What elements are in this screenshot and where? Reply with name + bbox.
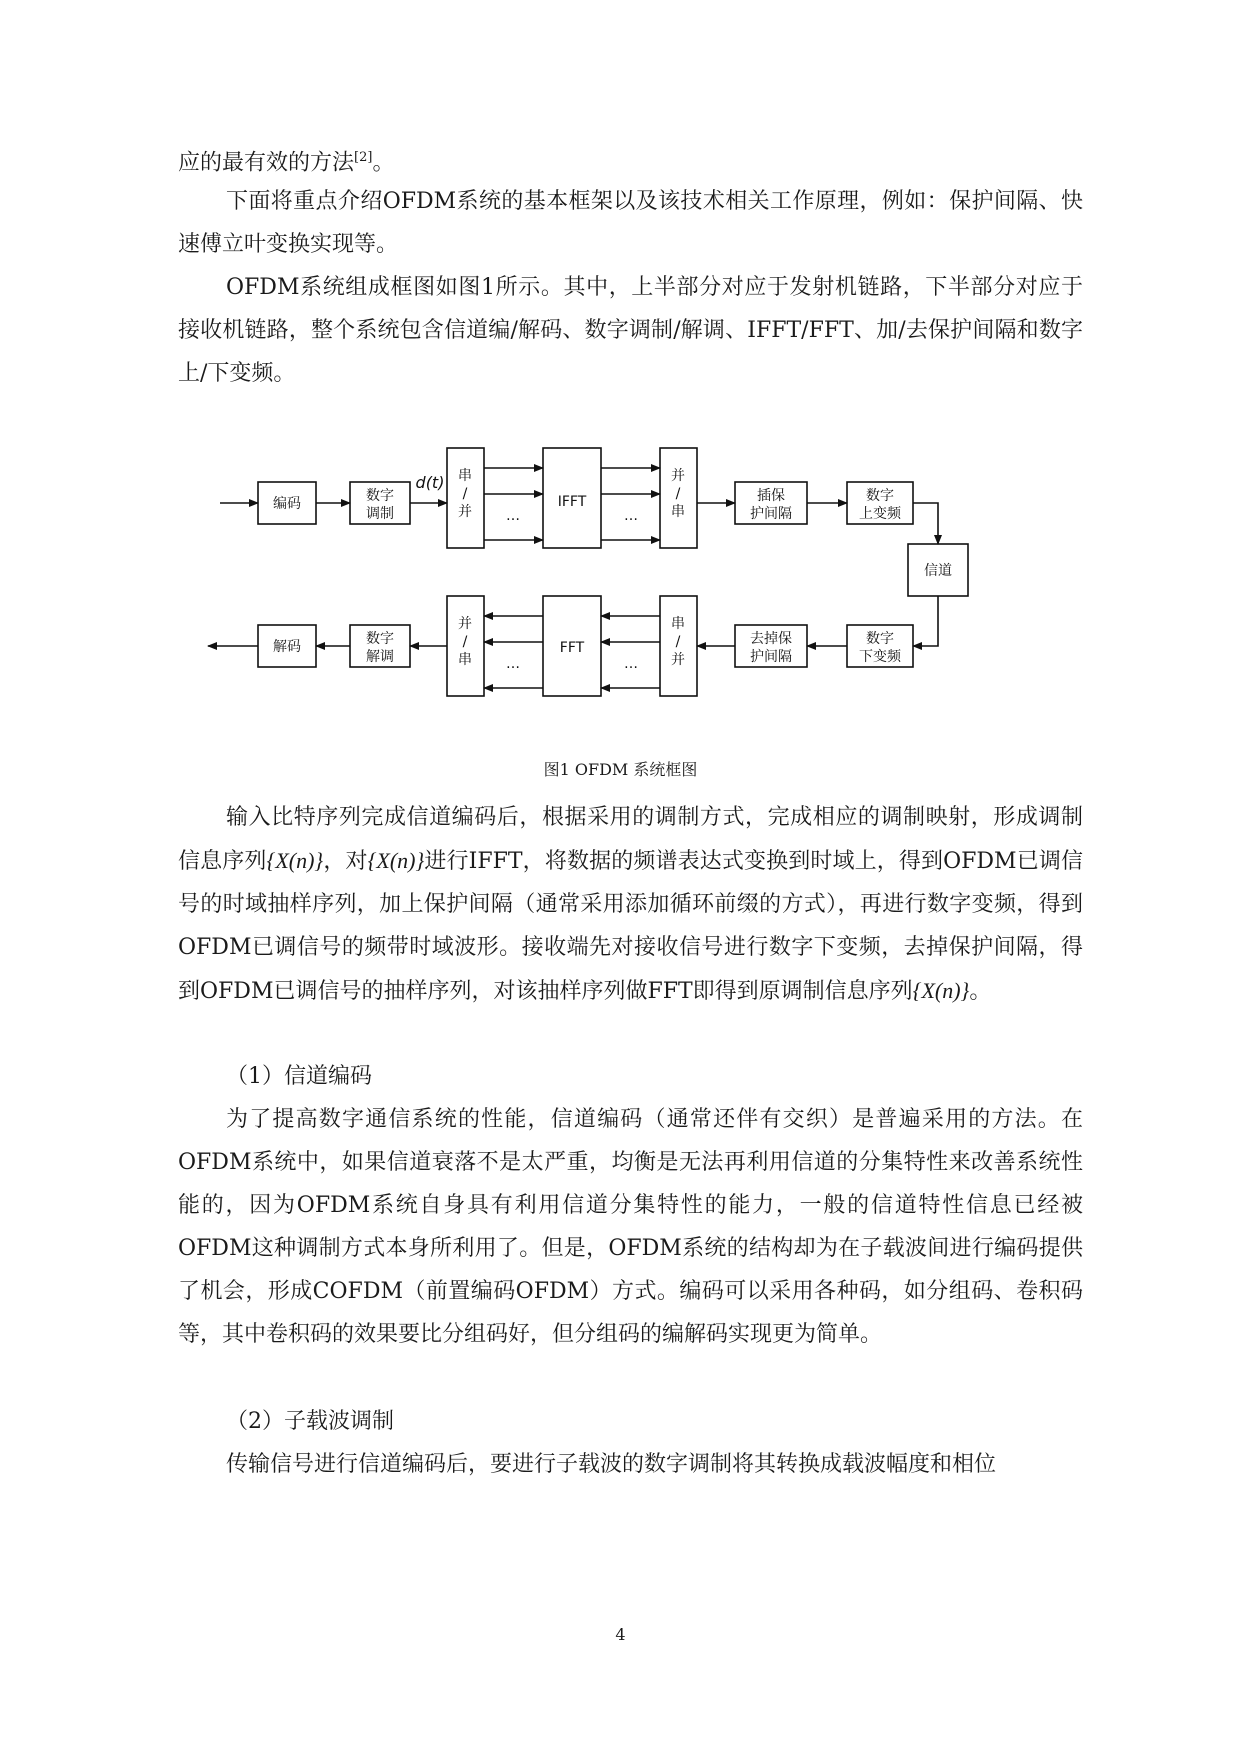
paragraph-subcarrier-modulation: 传输信号进行信道编码后，要进行子载波的数字调制将其转换成载波幅度和相位: [226, 1452, 997, 1477]
up-label-1: 数字: [866, 488, 894, 504]
text: 进行IFFT，将数据的频谱表达式变换到时域上，得到OFDM已调信号的时域抽样序列，加上保护间隔（通常采用添加循环前缀的方式），再进行数字变频，得到OFDM已调信号的频带时域波形。接收端先对接收信号进行数字下变频，去掉保护间隔，得到OFDM已调信号的抽样序列，对该抽样序列做FFT即得到原调制信息序列: [178, 849, 1083, 1004]
ofdm-block-diagram: [190, 440, 1050, 740]
paragraph-channel-coding: 为了提高数字通信系统的性能，信道编码（通常还伴有交织）是普遍采用的方法。在OFDM系统中，如果信道衰落不是太严重，均衡是无法再利用信道的分集特性来改善系统性能的，因为OFDM系统自身具有利用信道分集特性的能力，一般的信道特性信息已经被OFDM这种调制方式本身所利用了。但是，OFDM系统的结构却为在子载波间进行编码提供了机会，形成COFDM（前置编码OFDM）方式。编码可以采用各种码，如分组码、卷积码等，其中卷积码的效果要比分组码好，但分组码的编解码实现更为简单。: [178, 1107, 1083, 1347]
citation: [2]: [354, 150, 373, 165]
sp-label-3: 并: [458, 504, 472, 520]
page-number: 4: [615, 1625, 626, 1644]
rx-sp-label-3: 并: [671, 652, 685, 668]
fft-label: FFT: [559, 640, 585, 656]
text: 。: [372, 150, 395, 176]
rx-sp-label-1: 串: [671, 616, 685, 632]
figure-caption: 图1 OFDM 系统框图: [543, 760, 698, 779]
rx-dots-left: …: [506, 656, 520, 672]
down-label-1: 数字: [866, 631, 894, 647]
down-label-2: 下变频: [859, 649, 901, 665]
modulation-label-1: 数字: [366, 488, 394, 504]
signal-label: d(t): [415, 473, 445, 492]
math-sequence: {X(n)}: [912, 978, 970, 1003]
channel-label: 信道: [924, 563, 952, 579]
paragraph-intro-end: [178, 136, 1083, 184]
text: 输入比特序列完成信道编码后，根据采用的调制方式，完成相应的调制映射，形成调制信息序列: [178, 805, 1083, 874]
math-sequence: {X(n)}: [266, 848, 324, 873]
demod-label-2: 解调: [366, 649, 394, 665]
tx-dots-left: …: [506, 508, 520, 524]
demod-label-1: 数字: [366, 631, 394, 647]
rx-sp-label-2: /: [675, 634, 681, 650]
rx-dots-right: …: [624, 656, 638, 672]
gi-label-2: 护间隔: [750, 506, 792, 522]
ps-label-3: 串: [671, 504, 685, 520]
rx-ps-label-1: 并: [458, 616, 472, 632]
paragraph-ofdm-process: [178, 796, 1083, 1013]
rx-ps-label-2: /: [462, 634, 468, 650]
ifft-label: IFFT: [557, 494, 587, 510]
section-heading-subcarrier-modulation: （2）子载波调制: [226, 1409, 394, 1434]
paragraph-system-diagram-intro: OFDM系统组成框图如图1所示。其中，上半部分对应于发射机链路，下半部分对应于接收机链路，整个系统包含信道编/解码、数字调制/解调、IFFT/FFT、加/去保护间隔和数字上/下变频。: [178, 275, 1083, 386]
ps-label-2: /: [675, 486, 681, 502]
rgi-label-2: 护间隔: [750, 649, 792, 665]
section-heading-channel-coding: （1）信道编码: [226, 1064, 372, 1089]
math-sequence: {X(n)}: [367, 848, 425, 873]
text: ，对: [323, 849, 368, 874]
gi-label-1: 插保: [757, 488, 785, 504]
rx-ps-label-3: 串: [458, 652, 472, 668]
sp-label-2: /: [462, 486, 468, 502]
ps-label-1: 并: [671, 468, 685, 484]
tx-dots-right: …: [624, 508, 638, 524]
paragraph-overview: 下面将重点介绍OFDM系统的基本框架以及该技术相关工作原理，例如：保护间隔、快速傅立叶变换实现等。: [178, 189, 1083, 257]
decode-label: 解码: [273, 639, 301, 655]
sp-label-1: 串: [458, 468, 472, 484]
rgi-label-1: 去掉保: [750, 631, 792, 647]
modulation-label-2: 调制: [366, 506, 394, 522]
text: 应的最有效的方法: [178, 150, 355, 176]
up-label-2: 上变频: [859, 506, 901, 522]
encode-label: 编码: [273, 496, 301, 512]
text: 。: [969, 979, 992, 1004]
